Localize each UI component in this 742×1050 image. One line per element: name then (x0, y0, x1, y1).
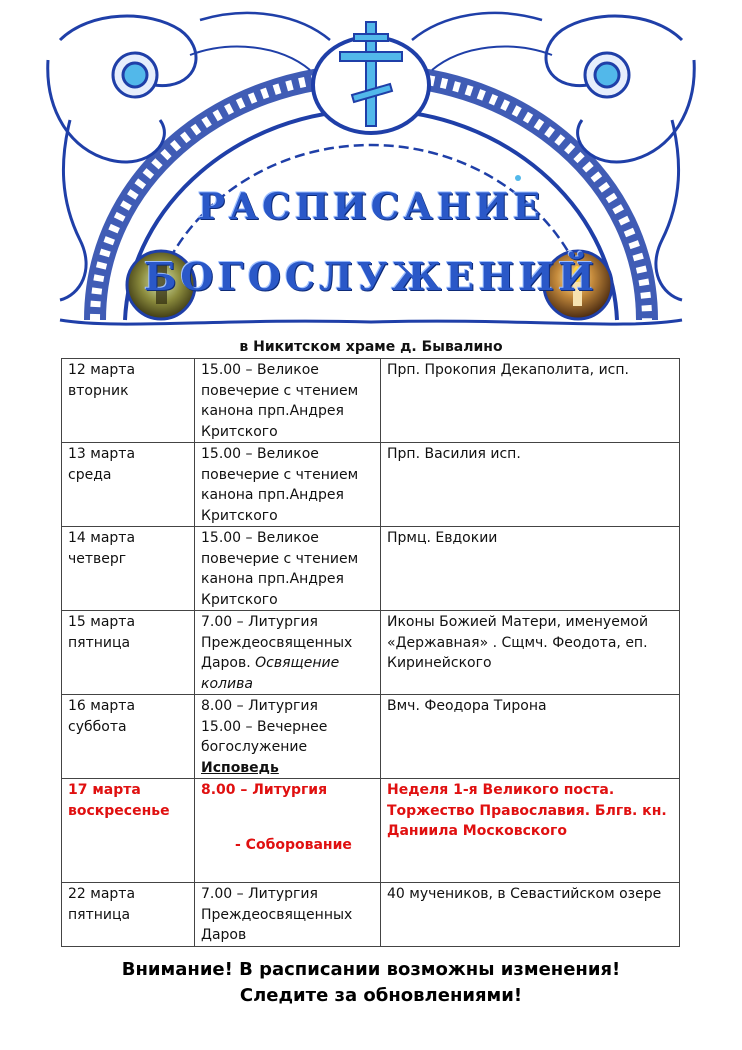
service-cell (195, 883, 381, 947)
date: 12 марта (68, 362, 136, 378)
service-time: 7.00 – Литургия Преждеосвященных Даров (201, 886, 353, 943)
service-time: 15.00 – Великое повечерие с чтением канона прп.Андрея Критского (201, 530, 359, 608)
schedule-table (61, 358, 680, 947)
weekday: вторник (68, 382, 129, 399)
weekday: среда (68, 466, 112, 483)
confession-note: Исповедь (201, 759, 279, 776)
date-cell (62, 611, 195, 695)
service-cell (195, 443, 381, 527)
commemoration-cell (381, 779, 680, 883)
base-line (60, 320, 682, 324)
service-time-2: 15.00 – Вечернее богослужение (201, 718, 328, 755)
weekday: воскресенье (68, 802, 170, 819)
date: 17 марта (68, 782, 141, 798)
notice-follow-updates: Следите за обновлениями! (239, 985, 523, 1006)
commemoration: Прп. Василия исп. (387, 446, 521, 462)
date: 15 марта (68, 614, 136, 630)
service-cell (195, 695, 381, 779)
table-row (62, 359, 680, 443)
service-time: 15.00 – Великое повечерие с чтением канона прп.Андрея Критского (201, 446, 359, 524)
date: 16 марта (68, 698, 136, 714)
date-cell (62, 527, 195, 611)
service-note: Освящение колива (201, 655, 340, 692)
date: 14 марта (68, 530, 136, 546)
date-cell (62, 779, 195, 883)
title-line-2: БОГОСЛУЖЕНИЙ (143, 254, 599, 299)
commemoration: Прмц. Евдокии (387, 530, 498, 546)
church-name: в Никитском храме д. Бывалино (239, 339, 503, 355)
commemoration: Неделя 1-я Великого поста. Торжество Православия. Блгв. кн. Даниила Московского (387, 782, 667, 839)
date-cell (62, 695, 195, 779)
weekday: пятница (68, 634, 131, 651)
service-cell (195, 779, 381, 883)
commemoration-cell (381, 883, 680, 947)
service-time: 15.00 – Великое повечерие с чтением канона прп.Андрея Критского (201, 362, 359, 440)
service-time: 7.00 – Литургия Преждеосвященных Даров. (201, 614, 353, 671)
table-row-highlight (62, 779, 680, 883)
commemoration-cell (381, 695, 680, 779)
notice-changes: Внимание! В расписании возможны изменения! (121, 959, 621, 980)
commemoration-cell (381, 527, 680, 611)
commemoration: Прп. Прокопия Декаполита, исп. (387, 362, 629, 378)
table-row (62, 695, 680, 779)
table-row (62, 443, 680, 527)
title-line-1: РАСПИСАНИЕ (197, 186, 545, 228)
weekday: пятница (68, 906, 131, 923)
table-row (62, 883, 680, 947)
date: 13 марта (68, 446, 136, 462)
date-cell (62, 883, 195, 947)
service-time: 8.00 – Литургия (201, 698, 318, 714)
date-cell (62, 359, 195, 443)
commemoration: Иконы Божией Матери, именуемой «Державная» . Сщмч. Феодота, еп. Киринейского (387, 614, 649, 671)
table-row (62, 611, 680, 695)
weekday: четверг (68, 550, 127, 567)
service-cell (195, 611, 381, 695)
commemoration-cell (381, 359, 680, 443)
date-cell (62, 443, 195, 527)
commemoration: 40 мучеников, в Севастийском озере (387, 886, 662, 902)
weekday: суббота (68, 718, 127, 735)
commemoration-cell (381, 611, 680, 695)
service-time: 8.00 – Литургия (201, 782, 328, 798)
unction-note: - Соборование (235, 836, 352, 853)
service-cell (195, 359, 381, 443)
commemoration-cell (381, 443, 680, 527)
date: 22 марта (68, 886, 136, 902)
table-row (62, 527, 680, 611)
commemoration: Вмч. Феодора Тирона (387, 698, 547, 714)
service-cell (195, 527, 381, 611)
